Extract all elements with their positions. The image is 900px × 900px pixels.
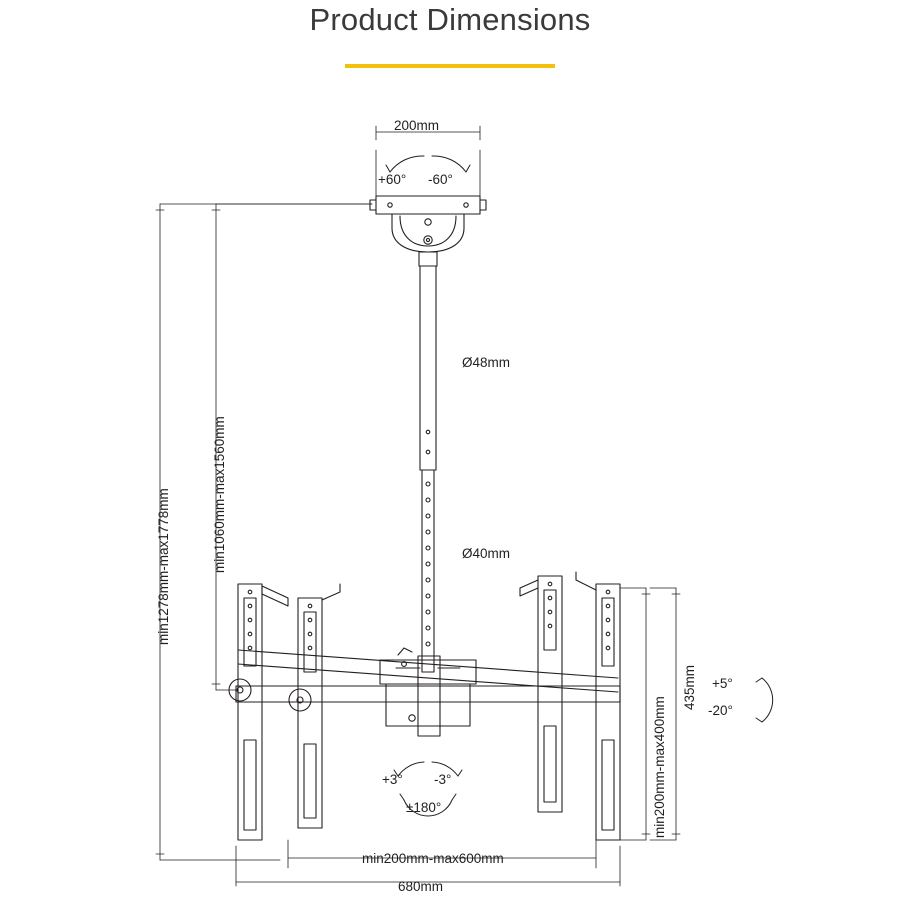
center-hub xyxy=(380,648,476,736)
label-top-swivel-positive: +60° xyxy=(378,172,407,187)
label-top-swivel-negative: -60° xyxy=(428,172,453,187)
horizontal-rails xyxy=(236,650,620,702)
witness-lines xyxy=(156,126,680,886)
label-tube-height-range: min1060mm-max1560mm xyxy=(212,416,227,573)
label-roll-negative: -3° xyxy=(434,772,452,787)
title-underline xyxy=(345,64,555,68)
label-roll-positive: +3° xyxy=(382,772,403,787)
label-screen-width-range: min200mm-max600mm xyxy=(362,851,504,866)
label-ceiling-plate-width: 200mm xyxy=(394,118,440,133)
left-screen-brackets xyxy=(229,584,340,840)
upper-tube xyxy=(420,266,436,470)
label-upper-tube-diameter: Ø48mm xyxy=(462,355,511,370)
label-lower-tube-diameter: Ø40mm xyxy=(462,546,511,561)
label-total-height-range: min1278mm-max1778mm xyxy=(156,488,171,645)
label-screen-vertical-range: min200mm-max400mm xyxy=(652,696,667,838)
lower-tube xyxy=(422,470,434,672)
label-rotation: ±180° xyxy=(406,800,442,815)
label-overall-width: 680mm xyxy=(398,879,444,894)
right-screen-brackets xyxy=(520,572,620,840)
label-tilt-negative: -20° xyxy=(708,703,733,718)
label-tilt-positive: +5° xyxy=(712,676,733,691)
label-bracket-height: 435mm xyxy=(682,664,697,710)
ceiling-plate-assembly xyxy=(370,196,486,266)
page-title: Product Dimensions xyxy=(309,2,591,37)
